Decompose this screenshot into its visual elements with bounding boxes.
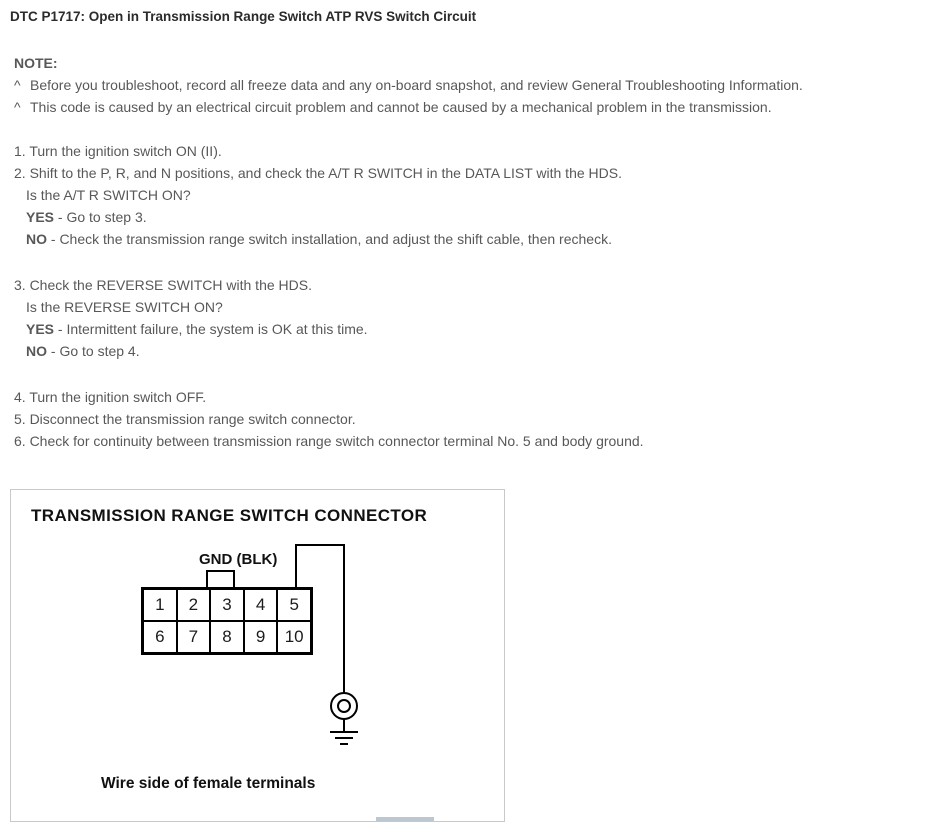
- yes-text: - Intermittent failure, the system is OK at this time.: [54, 321, 368, 337]
- substep-question: Is the REVERSE SWITCH ON?: [26, 299, 223, 315]
- pin-cell: 8: [210, 621, 244, 653]
- connector-lock-tab: [206, 570, 235, 588]
- no-branch: [14, 228, 930, 250]
- pin-cell: 9: [244, 621, 278, 653]
- gnd-wire-label: GND (BLK): [199, 551, 278, 568]
- procedure-group-2: [14, 274, 930, 362]
- step-line: 2. Shift to the P, R, and N positions, and check the A/T R SWITCH in the DATA LIST with the HDS.: [14, 165, 622, 181]
- note-label: NOTE:: [14, 55, 58, 71]
- note-item: [14, 74, 930, 96]
- no-label: NO: [26, 231, 47, 247]
- pin-cell: 1: [143, 589, 177, 621]
- no-text: - Go to step 4.: [47, 343, 140, 359]
- no-branch: [14, 340, 930, 362]
- page-title: DTC P1717: Open in Transmission Range Switch ATP RVS Switch Circuit: [10, 9, 477, 24]
- note-item: [14, 96, 930, 118]
- no-label: NO: [26, 343, 47, 359]
- step-line: 4. Turn the ignition switch OFF.: [14, 389, 207, 405]
- procedure-group-3: [14, 386, 930, 452]
- pin-cell: 2: [177, 589, 211, 621]
- step-line: 6. Check for continuity between transmission range switch connector terminal No. 5 and body ground.: [14, 433, 644, 449]
- connector-diagram: [10, 489, 505, 822]
- procedure-group-1: [14, 140, 930, 250]
- note-section: [14, 52, 930, 118]
- step-line: 5. Disconnect the transmission range switch connector.: [14, 411, 356, 427]
- diagram-caption: Wire side of female terminals: [101, 775, 316, 792]
- pin-cell: 4: [244, 589, 278, 621]
- yes-branch: [14, 206, 930, 228]
- yes-branch: [14, 318, 930, 340]
- diagram-title: TRANSMISSION RANGE SWITCH CONNECTOR: [31, 506, 428, 525]
- yes-label: YES: [26, 321, 55, 337]
- ground-bolt-outer-circle: [331, 693, 357, 719]
- connector-pin-grid: [141, 587, 313, 655]
- pin-cell: 6: [143, 621, 177, 653]
- step-line: 3. Check the REVERSE SWITCH with the HDS.: [14, 277, 312, 293]
- pin-cell: 5: [277, 589, 311, 621]
- step-line: 1. Turn the ignition switch ON (II).: [14, 143, 222, 159]
- substep-question: Is the A/T R SWITCH ON?: [26, 187, 191, 203]
- note-bullet: ^: [14, 77, 21, 93]
- ground-wire-drawing: [11, 490, 504, 821]
- no-text: - Check the transmission range switch installation, and adjust the shift cable, then recheck.: [47, 231, 612, 247]
- pin-cell: 10: [277, 621, 311, 653]
- pin-cell: 3: [210, 589, 244, 621]
- yes-text: - Go to step 3.: [54, 209, 147, 225]
- note-item-text: This code is caused by an electrical circuit problem and cannot be caused by a mechanical problem in the transmission.: [30, 99, 772, 115]
- pin-cell: 7: [177, 621, 211, 653]
- note-bullet: ^: [14, 99, 21, 115]
- render-artifact: [376, 817, 434, 821]
- yes-label: YES: [26, 209, 55, 225]
- note-item-text: Before you troubleshoot, record all freeze data and any on-board snapshot, and review General Troubleshooting Information.: [30, 77, 803, 93]
- ground-bolt-inner-circle: [338, 700, 350, 712]
